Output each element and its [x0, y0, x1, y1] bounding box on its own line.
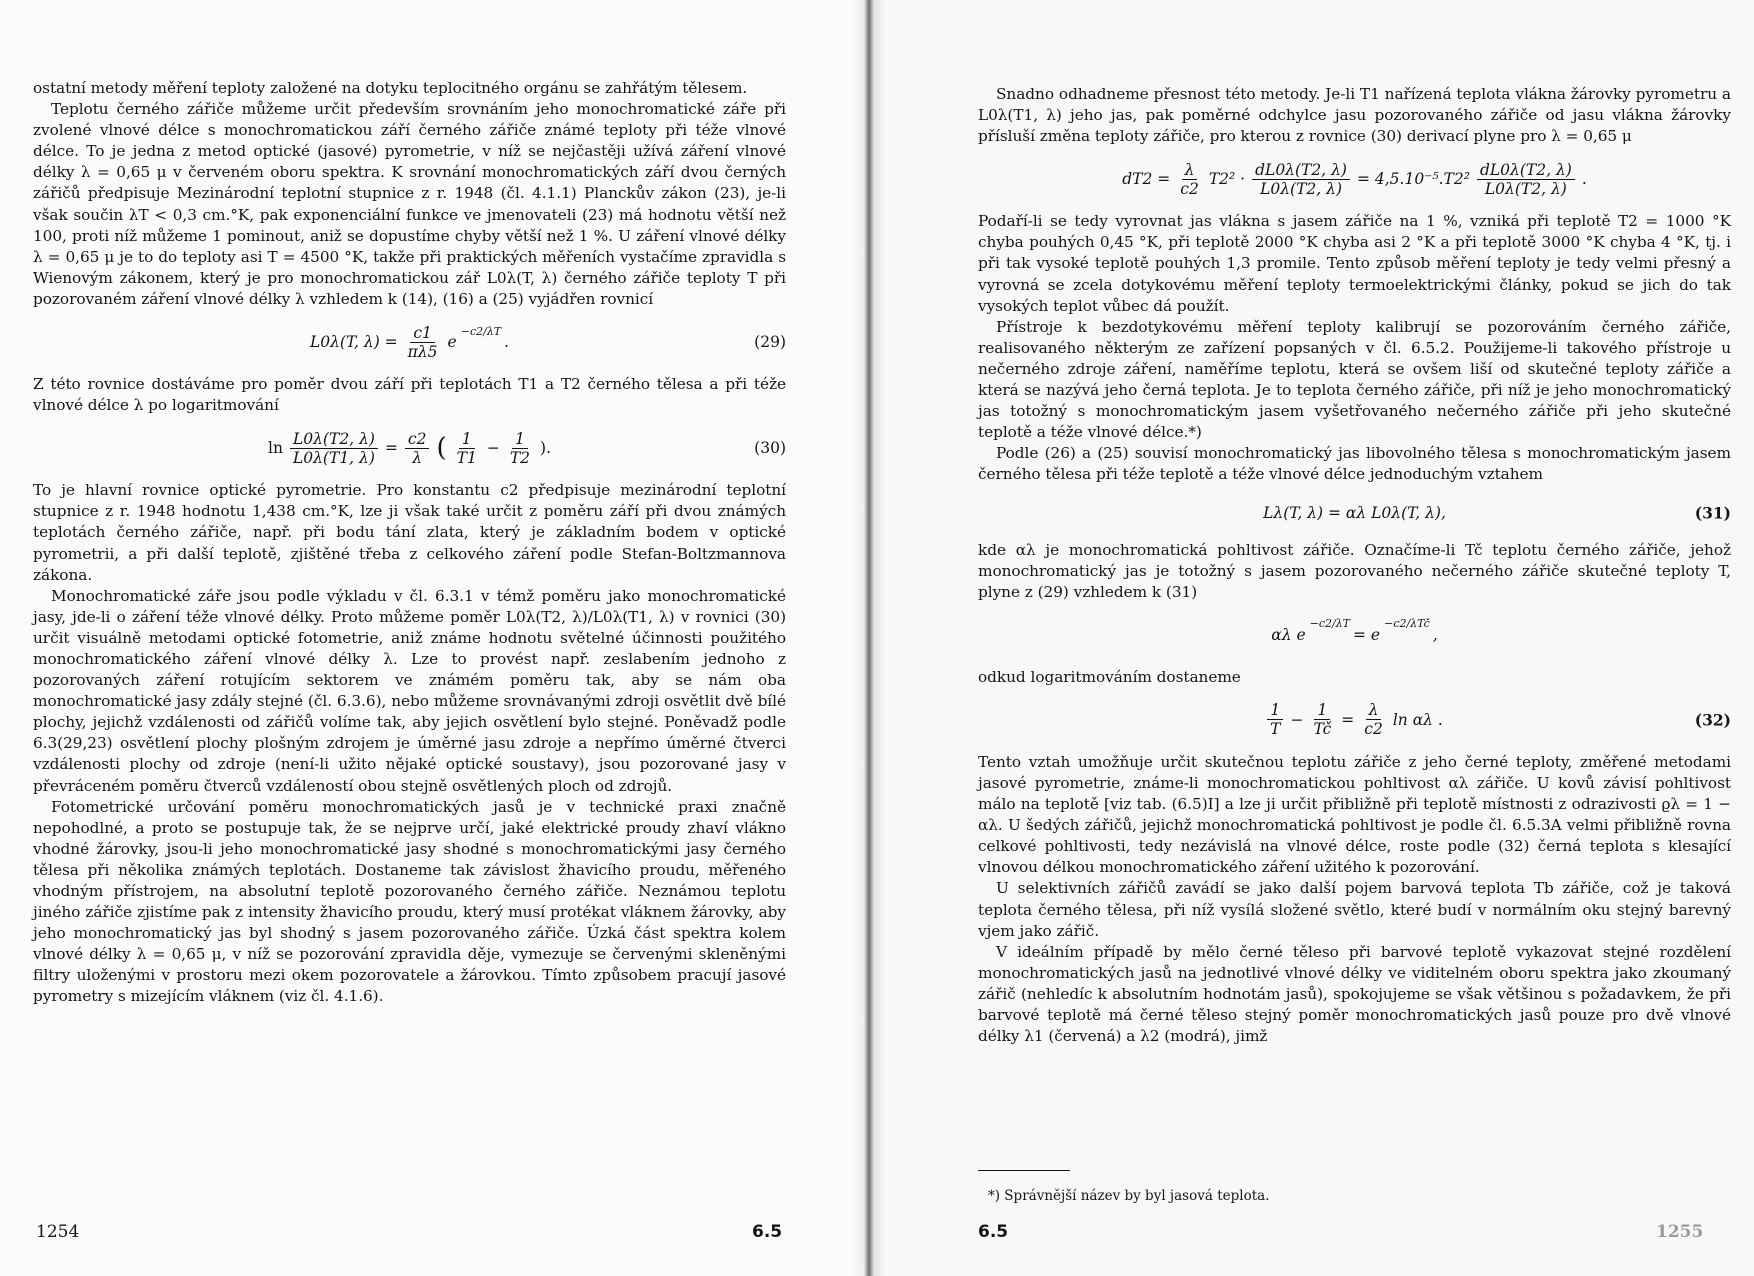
eq32-numerator-3: λ — [1366, 701, 1382, 720]
equation-32 — [978, 696, 1731, 744]
equation-dT — [978, 155, 1731, 203]
paragraph: Monochromatické záře jsou podle výkladu v čl. 6.3.1 v témž poměru jako monochromatické jasy, jde-li o záření téže vlnové délky. Proto můžeme poměr L0λ(T2, λ)/L0λ(T1, λ) v rovnici (30) určit visuálně metodami optické fotometrie, aniž známe hodnotu světelné účinnosti použitého monochromatického záření vlnové délky λ. Lze to provést např. zeslabením jednoho z pozorovaných záření rotujícím sektorem ve známém poměru tak, aby se nám oba monochromatické jasy zdály stejné (čl. 6.3.6), nebo můžeme srovnávanými zdroji osvětlit dvě bílé plochy, jejichž vzdálenosti od zářičů volíme tak, aby jejich osvětlení bylo stejné. Poněvadž podle 6.3(29,23) osvětlení plochy plošným zdrojem je úměrné jasu zdroje a nepřímo úměrné čtverci vzdálenosti plochy od zdroje (není-li užito nějaké optické soustavy), jsou pozorované jasy v převráceném poměru čtverců vzdáleností obou stejně osvětlených ploch od zdrojů. — [33, 586, 786, 795]
eq32-tail: ln αλ . — [1392, 710, 1443, 729]
left-page — [0, 0, 868, 1276]
right-text-column — [978, 84, 1731, 1047]
eq32-equals: = — [1341, 710, 1355, 729]
paragraph: Z této rovnice dostáváme pro poměr dvou září při teplotách T1 a T2 černého tělesa a při téže vlnové délce λ po logaritmování — [33, 375, 786, 415]
paragraph: odkud logaritmováním dostaneme — [978, 667, 1241, 686]
eqdt-numerator-3: dL0λ(T2, λ) — [1477, 161, 1575, 180]
eq30-numerator-1: L0λ(T2, λ) — [290, 430, 378, 449]
paragraph: Teplotu černého zářiče můžeme určit především srovnáním jeho monochromatické záře při zvolené vlnové délce s monochromatickou září černého zářiče známé teploty při téže vlnové délce. To je jedna z metod optické (jasové) pyrometrie, v níž se nejčastěji užívá záření vlnové délky λ = 0,65 μ v červeném oboru spektra. K srovnání monochromatických září dvou černých zářičů předpisuje Mezinárodní teplotní stupnice z r. 1948 (čl. 4.1.1) Planckův zákon (23), je-li však součin λT < 0,3 cm.°K, pak exponenciální funkce ve jmenovateli (23) má hodnotu větší než 100, proti níž můžeme 1 pominout, aniž se dopustíme chyby větší než 1 %. U záření vlnové délky λ = 0,65 μ je to do teploty asi T = 4500 °K, takže při praktických měřeních vystačíme zpravidla s Wienovým zákonem, který je pro monochromatickou zář L0λ(T, λ) černého zářiče teploty T při pozorovaném záření vlnové délky λ vzhledem k (14), (16) a (25) vyjádřen rovnicí — [33, 100, 786, 308]
paragraph: ostatní metody měření teploty založené na dotyku teplocitného orgánu se zahřátým tělesem. — [33, 79, 748, 97]
equation-29 — [33, 318, 786, 366]
eq30-open-paren: ( — [436, 433, 447, 464]
paragraph: U selektivních zářičů zavádí se jako další pojem barvová teplota Tb zářiče, což je taková teplota černého tělesa, při níž vysílá složené světlo, které budí v normálním oku stejný barevný vjem jako zářič. — [978, 879, 1731, 940]
paragraph: Podaří-li se tedy vyrovnat jas vlákna s jasem zářiče na 1 %, vzniká při teplotě T2 = 1000 °K chyba pouhých 0,45 °K, při teplotě 2000 °K chyba asi 2 °K a při teplotě 3000 °K chyba 4 °K, tj. i při tak vysoké teplotě pouhých 1,3 promile. Tento způsob měření teploty je tedy velmi přesný a vyrovná se zcela dotykovému měření teploty termoelektrickými články, pokud se jich do tak vysokých teplot vůbec dá použít. — [978, 212, 1731, 315]
equation-number: (31) — [1694, 503, 1731, 522]
equation-31 — [978, 494, 1731, 532]
eqa-tail: , — [1432, 625, 1438, 644]
eqa-exponent-1: −c2/λT — [1309, 617, 1351, 631]
eqdt-mid-1: T2² · — [1208, 170, 1246, 189]
eq29-exp-base: e — [447, 333, 457, 352]
eq30-fraction-1 — [290, 430, 378, 467]
eq29-exponent: −c2/λT — [460, 324, 502, 338]
eq30-fraction-4 — [507, 430, 533, 467]
eq32-denominator-2: Tč — [1313, 720, 1332, 739]
eqdt-numerator-2: dL0λ(T2, λ) — [1252, 161, 1350, 180]
eqa-exponent-2: −c2/λTč — [1384, 617, 1430, 631]
eqdt-tail: . — [1581, 170, 1587, 189]
eq30-numerator-2: c2 — [405, 430, 430, 449]
paragraph: kde αλ je monochromatická pohltivost zářiče. Označíme-li Tč teplotu černého zářiče, jehož monochromatický jas je totožný s jasem pozorovaného nečerného zářiče skutečné teploty T, plyne z (29) vzhledem k (31) — [978, 540, 1731, 601]
book-gutter — [852, 0, 886, 1276]
eqdt-mid-2: = 4,5.10⁻⁵.T2² — [1356, 170, 1470, 189]
eq30-fraction-2 — [405, 430, 430, 467]
eq30-denominator-2: λ — [412, 448, 423, 467]
eqdt-fraction-1 — [1177, 161, 1202, 198]
paragraph: Tento vztah umožňuje určit skutečnou teplotu zářiče z jeho černé teploty, změřené metodami jasové pyrometrie, známe-li monochromatickou pohltivost αλ zářiče. U kovů závisí pohltivost málo na teplotě [viz tab. (6.5)I] a lze ji určit přibližně při teplotě místnosti z odrazivosti ϱλ = 1 − αλ. U šedých zářičů, jejichž monochromatická pohltivost je podle čl. 6.5.3A velmi přibližně rovna celkové pohltivosti, tedy nezávislá na vlnové délce, roste podle (32) černá teplota s klesající vlnovou délkou monochromatického záření užitého k pozorování. — [978, 752, 1731, 877]
section-number: 6.5 — [752, 1222, 783, 1242]
eq32-denominator-1: T — [1270, 720, 1281, 739]
paragraph: Snadno odhadneme přesnost této metody. Je-li T1 nařízená teplota vlákna žárovky pyrometru a L0λ(T1, λ) jeho jas, pak poměrné odchylce jasu pozorovaného zářiče od jasu vlákna žárovky přísluší změna teploty zářiče, pro kterou z rovnice (30) derivací plyne pro λ = 0,65 μ — [978, 85, 1731, 146]
equation-alpha — [978, 611, 1731, 659]
paragraph: Fotometrické určování poměru monochromatických jasů je v technické praxi značně nepohodlné, a proto se postupuje tak, že se nejprve určí, jaké elektrické proudy zhaví vlákno vhodné žárovky, jsou-li jeho monochromatické jasy shodné s monochromatickými jasy černého tělesa při několika známých teplotách. Dostaneme tak závislost žhavicího proudu, měřeného vhodným přístrojem, na absolutní teplotě pozorovaného černého zářiče. Neznámou teplotu jiného zářiče zjistíme pak z intensity žhavicího proudu, který musí protékat vláknem žárovky, aby jeho monochromatický jas byl shodný s jasem pozorovaného zářiče. Úzká část spektra kolem vlnové délky λ = 0,65 μ, v níž se pozorování zpravidla děje, vymezuje se červenými skleněnými filtry uloženými v prostoru mezi okem pozorovatele a žárovkou. Tímto způsobem pracují jasové pyrometry s mizejícím vláknem (viz čl. 4.1.6). — [33, 797, 786, 1006]
paragraph: Přístroje k bezdotykovému měření teploty kalibrují se pozorováním černého zářiče, realisovaného některým ze zařízení popsaných v čl. 6.5.2. Použijeme-li takového přístroje u nečerného zdroje záření, naměříme teplotu, která se ovšem liší od skutečné teploty zářiče a která se nazývá jeho černá teplota. Je to teplota černého zářiče, při níž je jeho monochromatický jas totožný s monochromatickým jasem vyšetřovaného nečerného zářiče při jeho skutečné teplotě a téže vlnové délce.*) — [978, 317, 1731, 442]
eq30-minus: − — [486, 439, 500, 458]
eq30-numerator-3: 1 — [459, 430, 475, 449]
paragraph: Podle (26) a (25) souvisí monochromatický jas libovolného tělesa s monochromatickým jasem černého tělesa při téže teplotě a téže vlnové délce jednoduchým vztahem — [978, 444, 1731, 484]
page-number: 1255 — [1656, 1222, 1704, 1242]
eq29-tail: . — [504, 333, 510, 352]
equation-number: (29) — [754, 333, 786, 352]
eq32-denominator-3: c2 — [1364, 720, 1383, 739]
eq29-lhs: L0λ(T, λ) = — [309, 333, 398, 352]
eq29-numerator: c1 — [410, 324, 435, 343]
eq32-minus: − — [1290, 710, 1304, 729]
right-page — [868, 0, 1754, 1276]
eqdt-denominator-3: L0λ(T2, λ) — [1484, 179, 1567, 198]
eqa-equals: = e — [1353, 625, 1381, 644]
eq30-denominator-1: L0λ(T1, λ) — [292, 448, 375, 467]
eqdt-fraction-3 — [1477, 161, 1575, 198]
page-number: 1254 — [36, 1222, 80, 1242]
eq29-fraction — [405, 324, 441, 361]
eq31-body: Lλ(T, λ) = αλ L0λ(T, λ), — [1263, 503, 1446, 522]
eq32-fraction-3 — [1361, 701, 1386, 738]
eq30-numerator-4: 1 — [512, 430, 528, 449]
paragraph: V ideálním případě by mělo černé těleso při barvové teplotě vykazovat stejné rozdělení monochromatických jasů na jednotlivé vlnové délky ve viditelném oboru spektra jako zkoumaný zářič (nehledíc k absolutním hodnotám jasů), spokojujeme se však většinou s požadavkem, že při barvové teplotě má černé těleso stejný poměr monochromatických jasů pouze pro dvě vlnové délky λ1 (červená) a λ2 (modrá), jimž — [978, 942, 1731, 1046]
eq30-ln: ln — [268, 439, 283, 458]
eqdt-denominator-1: c2 — [1180, 179, 1199, 198]
footnote: *) Správnější název by byl jasová teplota. — [988, 1188, 1270, 1204]
equation-number: (32) — [1694, 710, 1731, 730]
eq30-fraction-3 — [454, 430, 480, 467]
eq32-numerator-1: 1 — [1267, 701, 1283, 720]
footnote-rule — [978, 1170, 1070, 1171]
eq30-equals: = — [384, 439, 398, 458]
eqdt-lhs: dT2 = — [1122, 170, 1171, 189]
eqdt-fraction-2 — [1252, 161, 1350, 198]
eq32-fraction-1 — [1267, 701, 1283, 738]
eqa-lhs: αλ e — [1271, 625, 1306, 644]
eq30-denominator-4: T2 — [509, 448, 531, 467]
eqdt-denominator-2: L0λ(T2, λ) — [1260, 179, 1343, 198]
left-text-column — [33, 78, 786, 1008]
equation-number: (30) — [754, 439, 786, 458]
paragraph: To je hlavní rovnice optické pyrometrie. Pro konstantu c2 předpisuje mezinárodní teplotní stupnice z r. 1948 hodnotu 1,438 cm.°K, lze ji však také určit z poměru září při dvou známých teplotách černého zářiče, např. při bodu tání zlata, který je základním bodem v optické pyrometrii, a při další teplotě, zjištěné třeba z celkového záření podle Stefan-Boltzmannova zákona. — [33, 481, 786, 584]
eq32-fraction-2 — [1310, 701, 1334, 738]
section-number: 6.5 — [978, 1222, 1009, 1242]
eq29-denominator: πλ5 — [407, 342, 438, 361]
eq30-close-paren: ). — [540, 439, 551, 458]
equation-30 — [33, 424, 786, 472]
eqdt-numerator-1: λ — [1182, 161, 1198, 180]
eq30-denominator-3: T1 — [456, 448, 477, 467]
eq32-numerator-2: 1 — [1314, 701, 1330, 720]
